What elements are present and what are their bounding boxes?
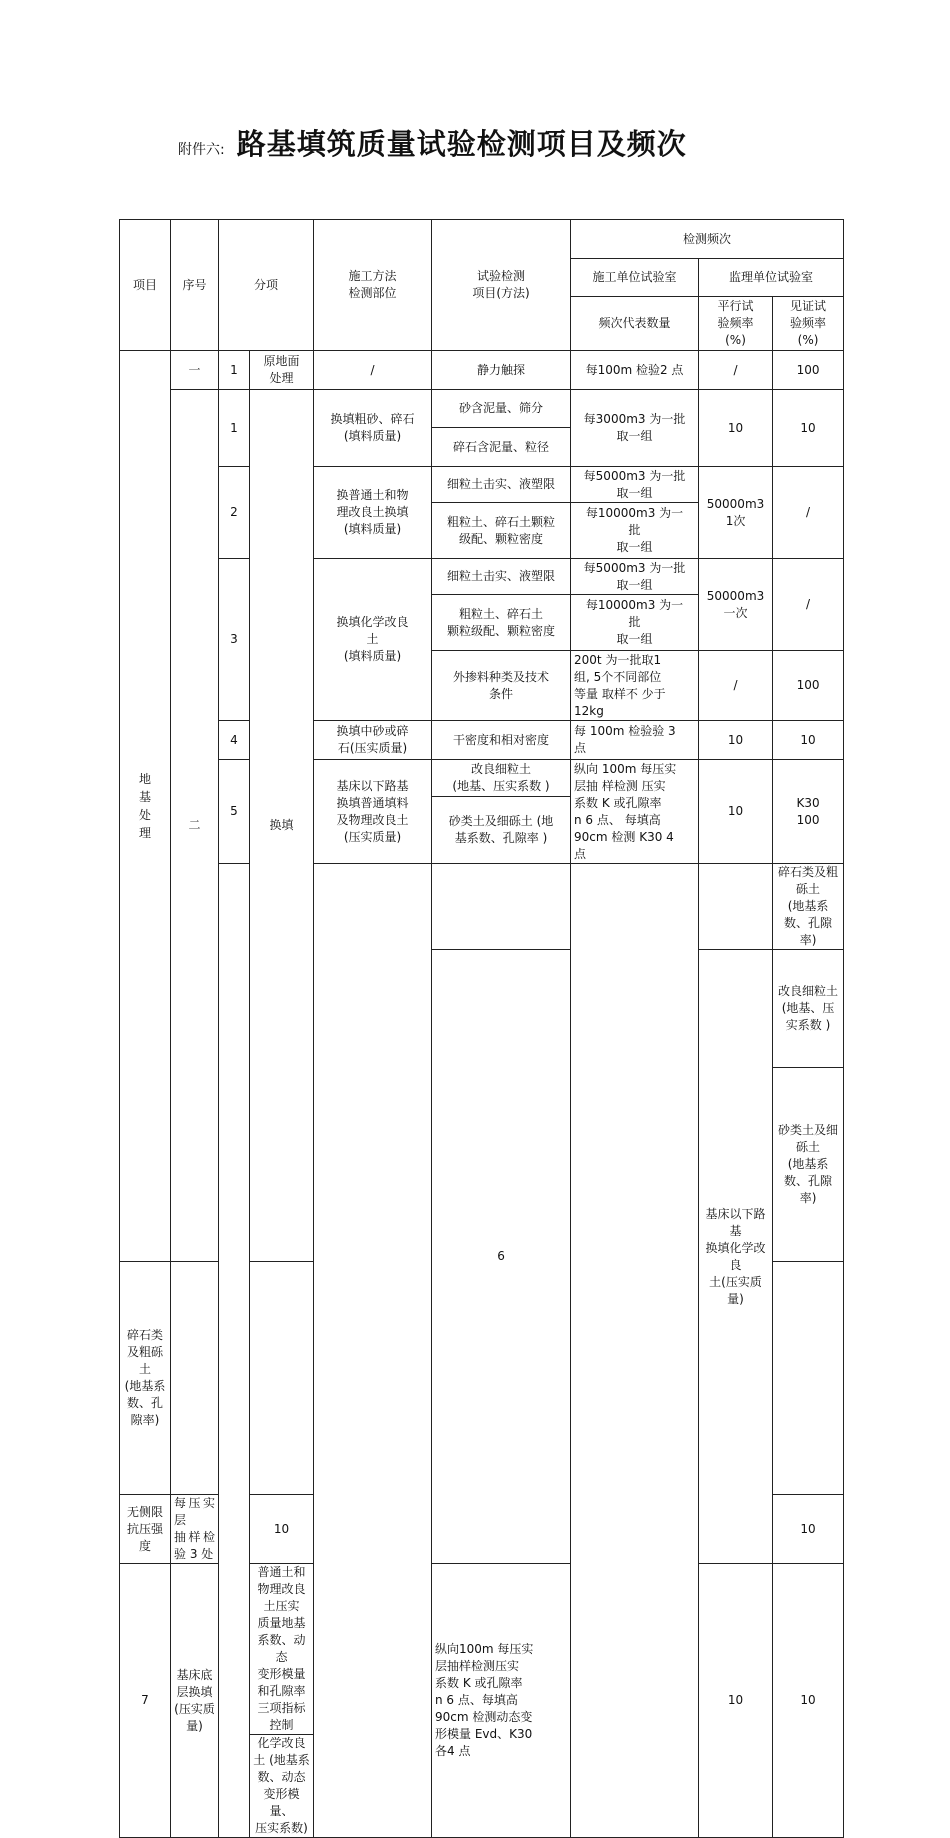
witness-cell: K30 100	[773, 760, 844, 864]
parallel-cell: /	[699, 651, 773, 721]
test-cell: 粗粒土、碎石土 颗粒级配、颗粒密度	[432, 595, 571, 651]
method-cell: 基床以下路基 换填普通填料 及物理改良土 (压实质量)	[314, 760, 432, 864]
test-cell: 碎石类及粗砾土 (地基系数、孔隙率)	[120, 1262, 171, 1495]
witness-cell: /	[773, 467, 844, 559]
col-header-freq-group: 检测频次	[571, 220, 844, 259]
test-cell: 砂类土及细砾土 (地基系数、孔隙率)	[773, 1067, 844, 1261]
section-two: 二	[171, 390, 219, 1262]
col-header-item: 项目	[120, 220, 171, 351]
col-header-sub: 分项	[219, 220, 314, 351]
parallel-cell: /	[699, 351, 773, 390]
witness-cell: 10	[773, 721, 844, 760]
col-header-test: 试验检测 项目(方法)	[432, 220, 571, 351]
col-header-constructor-lab: 施工单位试验室	[571, 259, 699, 297]
parallel-cell: 50000m3 1次	[699, 467, 773, 559]
col-header-method: 施工方法 检测部位	[314, 220, 432, 351]
test-cell: 砂类土及细砾土 (地 基系数、孔隙率 )	[432, 797, 571, 864]
method-empty	[699, 864, 773, 950]
parallel-cell: 50000m3 一次	[699, 559, 773, 651]
test-cell: 无侧限抗压强度	[120, 1495, 171, 1564]
row-no: 6	[432, 950, 571, 1564]
row-no: 2	[219, 467, 250, 559]
page-title: 路基填筑质量试验检测项目及频次	[236, 127, 687, 161]
parallel-cell: 10	[699, 1564, 773, 1838]
witness-cell: /	[773, 559, 844, 651]
row-no: 4	[219, 721, 250, 760]
test-cell: 化学改良土 (地基系 数、动态变形模量、 压实系数)	[250, 1735, 314, 1838]
method-cell: 换普通土和物 理改良土换填 (填料质量)	[314, 467, 432, 559]
test-cell: 改良细粒土 (地基、压实系数 )	[773, 950, 844, 1068]
test-cell: 细粒土击实、液塑限	[432, 467, 571, 503]
col-header-supervisor-lab: 监理单位试验室	[699, 259, 844, 297]
test-cell: 外掺料种类及技术 条件	[432, 651, 571, 721]
sub-item-empty	[571, 864, 699, 1838]
method-cell: 基床底层换填 (压实质量)	[171, 1564, 219, 1838]
witness-cell: 100	[773, 351, 844, 390]
method-cell: 换填化学改良 土 (填料质量)	[314, 559, 432, 721]
freq-cell: 每 100m 检验验 3 点	[571, 721, 699, 760]
test-cell: 砂含泥量、筛分	[432, 390, 571, 428]
attachment-label: 附件六:	[178, 142, 225, 158]
section-empty	[314, 864, 432, 1838]
freq-cell: 200t 为一批取1 组, 5个不同部位 等量 取样不 少于 12kg	[571, 651, 699, 721]
witness-cell: 10	[773, 1564, 844, 1838]
group-label-empty	[219, 864, 250, 1838]
row-no: 7	[120, 1564, 171, 1838]
row-no: 1	[219, 351, 250, 390]
method-cell: 换填粗砂、碎石 (填料质量)	[314, 390, 432, 467]
witness-cell: 10	[773, 390, 844, 467]
col-header-freq-qty: 频次代表数量	[571, 297, 699, 351]
parallel-cell: 10	[250, 1495, 314, 1564]
section-one: 一	[171, 351, 219, 390]
parallel-cell: 10	[699, 760, 773, 864]
row-no: 1	[219, 390, 250, 467]
witness-cell: 100	[773, 651, 844, 721]
method-cell: /	[314, 351, 432, 390]
test-cell: 粗粒土、碎石土颗粒 级配、颗粒密度	[432, 503, 571, 559]
witness-cell: 10	[773, 1495, 844, 1564]
freq-cell: 每3000m3 为一批 取一组	[571, 390, 699, 467]
freq-cell: 每10000m3 为一 批 取一组	[571, 503, 699, 559]
test-cell: 碎石类及粗砾土 (地基系数、孔隙率)	[773, 864, 844, 950]
sub-item: 原地面 处理	[250, 351, 314, 390]
col-header-witness-rate: 见证试 验频率 (%)	[773, 297, 844, 351]
sub-item-huantian: 换填	[250, 390, 314, 1262]
test-cell: 普通土和物理改良 土压实 质量地基系数、动态 变形模量和孔隙率 三项指标控制	[250, 1564, 314, 1735]
method-cell: 基床以下路基 换填化学改良 土(压实质量)	[699, 950, 773, 1564]
freq-cell: 每压实层 抽样检验 3 处	[171, 1495, 219, 1564]
parallel-cell: 10	[699, 390, 773, 467]
test-cell: 碎石含泥量、粒径	[432, 428, 571, 467]
document-header	[178, 122, 687, 163]
test-cell: 细粒土击实、液塑限	[432, 559, 571, 595]
freq-cell: 每100m 检验2 点	[571, 351, 699, 390]
freq-cell: 每5000m3 为一批 取一组	[571, 467, 699, 503]
test-cell: 干密度和相对密度	[432, 721, 571, 760]
col-header-seq: 序号	[171, 220, 219, 351]
test-cell: 改良细粒土 (地基、压实系数 )	[432, 760, 571, 797]
group-label-foundation: 地 基 处 理	[120, 351, 171, 1262]
freq-cell: 纵向 100m 每压实 层抽 样检测 压实 系数 K 或孔隙率 n 6 点、 每填高 90cm 检测 K30 4 点	[571, 760, 699, 864]
freq-cell: 纵向100m 每压实 层抽样检测压实 系数 K 或孔隙率 n 6 点、每填高 90cm 检测动态变 形模量 Evd、K30 各4 点	[432, 1564, 571, 1838]
test-cell: 静力触探	[432, 351, 571, 390]
freq-cell: 每5000m3 为一批 取一组	[571, 559, 699, 595]
freq-cell: 每10000m3 为一 批 取一组	[571, 595, 699, 651]
inspection-table	[119, 219, 844, 1838]
method-cell: 换填中砂或碎 石(压实质量)	[314, 721, 432, 760]
row-no: 3	[219, 559, 250, 721]
row-no: 5	[219, 760, 250, 864]
row-no-empty	[432, 864, 571, 950]
parallel-cell: 10	[699, 721, 773, 760]
col-header-parallel-rate: 平行试 验频率 (%)	[699, 297, 773, 351]
